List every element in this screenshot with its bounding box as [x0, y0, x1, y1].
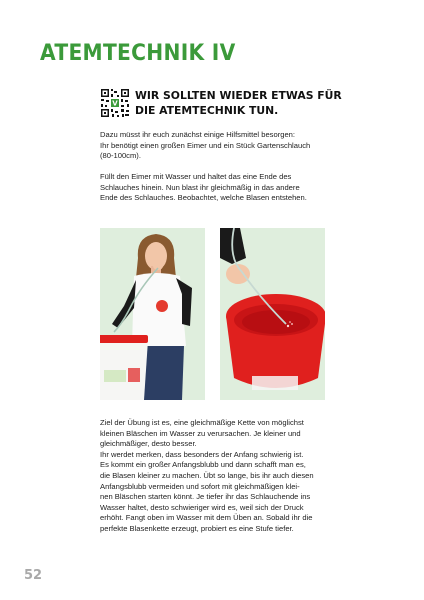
text-line: Ende des Schlauches. Beobachtet, welche Blasen entstehen.	[100, 193, 307, 203]
text-line: kleinen Bläschen im Wasser zu verursachen. Je kleiner und	[100, 428, 301, 438]
text-line: Dazu müsst ihr euch zunächst einige Hilfsmittel besorgen:	[100, 130, 295, 139]
page-number: 52	[24, 568, 43, 583]
text-line: Anfangsblubb vermeiden und sofort mit gleichmäßigen klei-	[100, 481, 300, 491]
text-line: (80-100cm).	[100, 151, 141, 161]
page-title: ATEMTECHNIK IV	[40, 41, 236, 66]
text-line: Ziel der Übung ist es, eine gleichmäßige Kette von möglichst	[100, 418, 304, 427]
text-line: erhöht. Fangt oben im Wasser mit dem Üben an. Sobald ihr die	[100, 513, 313, 523]
text-line: nen Bläschen starten könnt. Je tiefer ihr das Schlauchende ins	[100, 492, 311, 502]
photo-bucket-with-hose	[220, 228, 325, 400]
photo-girl-illustration	[100, 228, 205, 400]
text-line: gleichmäßiger, desto besser.	[100, 439, 197, 449]
intro-paragraph	[100, 130, 330, 162]
qr-code-icon[interactable]	[100, 88, 130, 118]
instructions-paragraph	[100, 172, 330, 204]
text-line: Es kommt ein großer Anfangsblubb und dann schafft man es,	[100, 460, 306, 470]
text-line: Wasser haltet, desto schwieriger wird es, weil sich der Druck	[100, 502, 304, 512]
heading-line: DIE ATEMTECHNIK TUN.	[135, 104, 279, 117]
explanation-paragraph	[100, 418, 330, 535]
section-heading	[135, 88, 342, 118]
svg-text:V: V	[112, 99, 118, 108]
photo-girl-blowing-hose	[100, 228, 205, 400]
text-line: perfekte Blasenkette erzeugt, probiert es eine Stufe tiefer.	[100, 523, 294, 533]
text-line: Schlauches hinein. Nun blast ihr gleichmäßig in das andere	[100, 182, 300, 192]
text-line: die Blasen kleiner zu machen. Übt so lange, bis ihr auch diesen	[100, 470, 314, 480]
text-line: Ihr benötigt einen großen Eimer und ein Stück Gartenschlauch	[100, 140, 311, 150]
text-line: Ihr werdet merken, dass besonders der Anfang schwierig ist.	[100, 449, 304, 459]
heading-line: WIR SOLLTEN WIEDER ETWAS FÜR	[135, 89, 342, 102]
text-line: Füllt den Eimer mit Wasser und haltet das eine Ende des	[100, 172, 292, 181]
photo-bucket-illustration	[220, 228, 325, 400]
